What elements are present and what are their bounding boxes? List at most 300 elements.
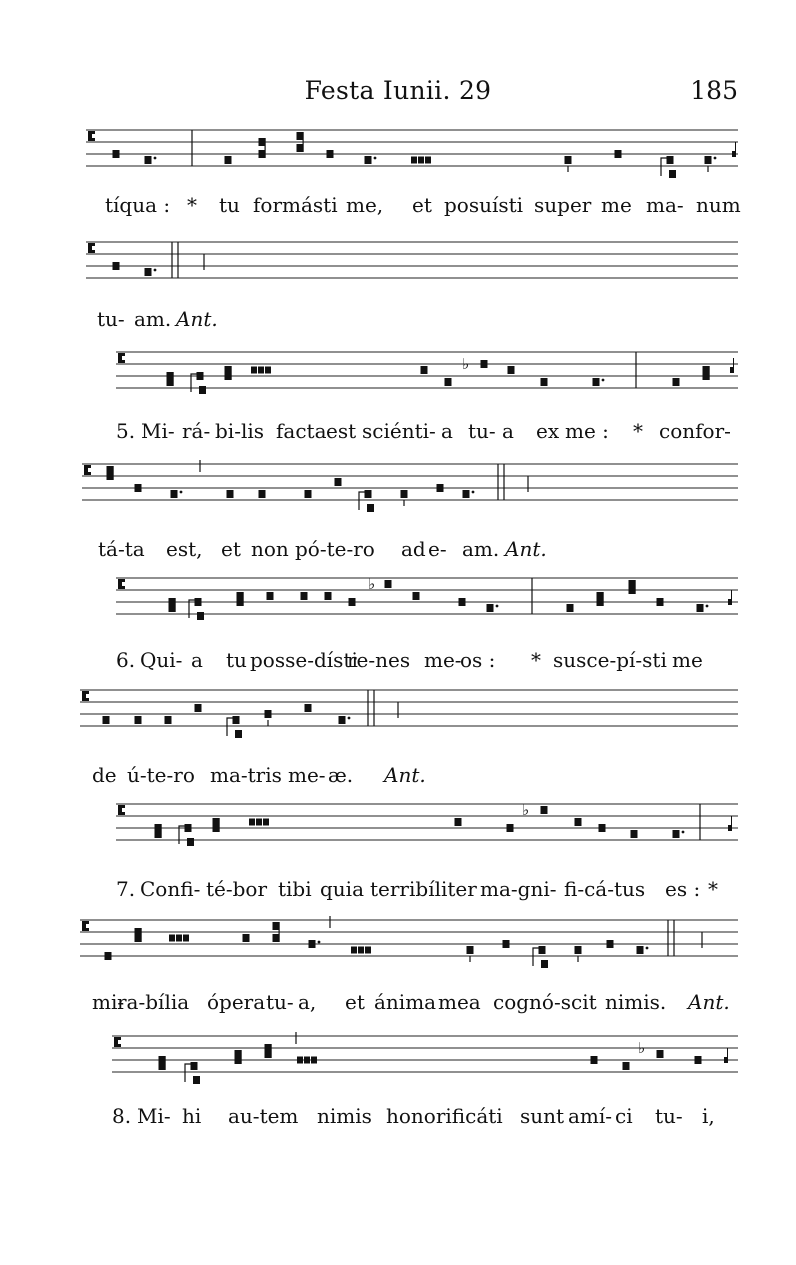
flat-icon: ♭ [368, 575, 376, 593]
neume-punctum [135, 484, 142, 492]
syllable: ra-bília [117, 990, 190, 1014]
neume-punctum [673, 378, 680, 386]
neume-punctum [623, 1062, 630, 1070]
episema-mark [403, 500, 404, 506]
lyric-line-1 [0, 193, 796, 219]
neume-punctum [365, 490, 372, 498]
neume-punctum [575, 818, 582, 826]
neume-punctum [305, 704, 312, 712]
syllable: nimis. [605, 990, 667, 1014]
syllable: me- [288, 763, 326, 787]
syllable: * [187, 193, 197, 217]
syllable: e- [428, 537, 447, 561]
syllable: té-bor [206, 877, 268, 901]
syllable: bi- [215, 419, 241, 443]
neume-tristropha [251, 367, 257, 374]
neume-punctum [107, 466, 114, 474]
neume-tristropha [249, 819, 255, 826]
syllable: Qui- [140, 648, 183, 672]
syllable: ci [615, 1104, 633, 1128]
syllable: tu [226, 648, 247, 672]
neume-punctum [113, 150, 120, 158]
neume-porrectus [179, 826, 185, 844]
neume-punctum [657, 598, 664, 606]
c-clef-icon [122, 360, 125, 363]
neume-punctum [191, 1062, 198, 1070]
neume-punctum [145, 156, 152, 164]
staff-5 [116, 572, 738, 634]
neume-punctum [667, 156, 674, 164]
c-clef-icon [92, 138, 95, 141]
punctum-mora [706, 605, 709, 608]
syllable: os : [460, 648, 496, 672]
episema-mark [567, 166, 568, 172]
neume-stem [635, 580, 636, 594]
neume-stem [113, 466, 114, 480]
neume-porrectus [191, 374, 197, 392]
neume-porrectus [533, 948, 539, 966]
syllable: tibi [278, 877, 312, 901]
neume-punctum [237, 592, 244, 600]
neume-porrectus [359, 492, 365, 510]
neume-porrectus [189, 600, 195, 618]
neume-punctum [673, 830, 680, 838]
neume-stem [231, 366, 232, 380]
neume-punctum [273, 934, 280, 942]
syllable: et [412, 193, 432, 217]
neume-punctum [199, 386, 206, 394]
neume-porrectus [185, 1064, 191, 1082]
neume-tristropha [258, 367, 264, 374]
punctum-mora [496, 605, 499, 608]
neume-punctum [159, 1056, 166, 1064]
neume-punctum [171, 490, 178, 498]
neume-tristropha [304, 1057, 310, 1064]
page-number: 185 [690, 76, 738, 105]
neume-punctum [243, 934, 250, 942]
neume-tristropha [297, 1057, 303, 1064]
neume-tristropha [311, 1057, 317, 1064]
syllable: de [92, 763, 117, 787]
neume-punctum [597, 592, 604, 600]
neume-punctum [273, 922, 280, 930]
syllable: Mi- [141, 419, 175, 443]
neume-punctum [481, 360, 488, 368]
neume-punctum [305, 490, 312, 498]
syllable: a [441, 419, 453, 443]
lyric-line-7 [0, 877, 796, 903]
neume-stem [709, 366, 710, 380]
neume-punctum [421, 366, 428, 374]
neume-punctum [607, 940, 614, 948]
staff-9 [112, 1030, 738, 1092]
neume-punctum [599, 824, 606, 832]
neume-stem [603, 592, 604, 606]
custos-icon [733, 358, 734, 370]
neume-stem [173, 372, 174, 386]
neume-punctum [437, 484, 444, 492]
syllable: ma-gni- [480, 877, 557, 901]
syllable: æ. [328, 763, 354, 787]
custos-icon [735, 142, 736, 154]
neume-punctum [385, 580, 392, 588]
neume-punctum [335, 478, 342, 486]
syllable: nimis [317, 1104, 372, 1128]
neume-punctum [401, 490, 408, 498]
c-clef-icon [118, 353, 122, 363]
c-clef-icon [86, 698, 89, 701]
neume-punctum [197, 612, 204, 620]
custos-icon [731, 590, 732, 602]
syllable: * [531, 648, 541, 672]
neume-tristropha [176, 935, 182, 942]
c-clef-icon [84, 465, 88, 475]
syllable: rá- [182, 419, 211, 443]
syllable: me : [565, 419, 609, 443]
neume-punctum [508, 366, 515, 374]
c-clef-icon [114, 1037, 118, 1047]
neume-punctum [539, 946, 546, 954]
syllable: ú-te-ro [127, 763, 195, 787]
neume-stem [161, 824, 162, 838]
syllable: confor- [659, 419, 731, 443]
neume-punctum [135, 716, 142, 724]
lyric-line-5 [0, 648, 796, 674]
staff-3 [116, 346, 738, 408]
neume-punctum [235, 730, 242, 738]
neume-punctum [703, 366, 710, 374]
syllable: ánima [374, 990, 437, 1014]
staff-8 [80, 914, 738, 976]
episema-mark [707, 166, 708, 172]
punctum-mora [714, 157, 717, 160]
punctum-mora [154, 269, 157, 272]
neume-porrectus [227, 718, 233, 736]
neume-punctum [541, 806, 548, 814]
neume-punctum [349, 598, 356, 606]
c-clef-icon [92, 250, 95, 253]
syllable: me- [424, 648, 462, 672]
syllable: Ant. [688, 990, 730, 1014]
c-clef-icon [122, 805, 125, 808]
neume-punctum [195, 704, 202, 712]
syllable: mi- [92, 990, 125, 1014]
c-clef-icon [86, 928, 89, 931]
neume-punctum [235, 1050, 242, 1058]
neume-punctum [541, 378, 548, 386]
syllable: Confi- [140, 877, 201, 901]
syllable: honorificáti [386, 1104, 503, 1128]
syllable: Ant. [505, 537, 547, 561]
staff-2 [86, 236, 738, 298]
syllable: 5. [116, 419, 136, 443]
syllable: tá-ta [98, 537, 145, 561]
syllable: re-nes [347, 648, 411, 672]
punctum-mora [348, 717, 351, 720]
neume-punctum [657, 1050, 664, 1058]
syllable: * [708, 877, 718, 901]
neume-punctum [185, 824, 192, 832]
neume-punctum [233, 716, 240, 724]
neume-punctum [631, 830, 638, 838]
syllable: fi-cá-tus [564, 877, 646, 901]
syllable: pó-te-ro [295, 537, 375, 561]
syllable: num [696, 193, 741, 217]
neume-tristropha [425, 157, 431, 164]
neume-punctum [413, 592, 420, 600]
neume-punctum [297, 144, 304, 152]
neume-stem [141, 928, 142, 942]
c-clef-icon [118, 805, 122, 815]
syllable: est [326, 419, 357, 443]
neume-tristropha [183, 935, 189, 942]
syllable: ex [536, 419, 560, 443]
neume-punctum [259, 138, 266, 146]
neume-punctum [213, 818, 220, 826]
neume-punctum [225, 366, 232, 374]
c-clef-icon [92, 131, 95, 134]
syllable: am. [462, 537, 500, 561]
neume-punctum [225, 156, 232, 164]
neume-stem [175, 598, 176, 612]
syllable: terribíliter [370, 877, 477, 901]
neume-punctum [169, 598, 176, 606]
neume-tristropha [169, 935, 175, 942]
neume-punctum [267, 592, 274, 600]
syllable: es : [665, 877, 701, 901]
neume-stem [279, 922, 280, 942]
neume-punctum [467, 946, 474, 954]
staff-7 [116, 798, 738, 860]
neume-tristropha [418, 157, 424, 164]
neume-punctum [265, 1044, 272, 1052]
neume-punctum [301, 592, 308, 600]
lyric-line-3 [0, 419, 796, 445]
neume-punctum [259, 150, 266, 158]
neume-punctum [135, 928, 142, 936]
neume-punctum [167, 372, 174, 380]
c-clef-icon [88, 465, 91, 468]
neume-punctum [155, 824, 162, 832]
syllable: sciénti- [362, 419, 436, 443]
syllable: non [251, 537, 289, 561]
neume-punctum [615, 150, 622, 158]
syllable: facta [276, 419, 327, 443]
syllable: sunt [520, 1104, 565, 1128]
neume-tristropha [411, 157, 417, 164]
syllable: a [191, 648, 203, 672]
syllable: hi [182, 1104, 202, 1128]
running-title: Festa Iunii. 29 [304, 76, 492, 105]
neume-punctum [367, 504, 374, 512]
syllable: tu- [468, 419, 496, 443]
neume-punctum [593, 378, 600, 386]
neume-punctum [507, 824, 514, 832]
c-clef-icon [82, 921, 86, 931]
syllable: mea [438, 990, 481, 1014]
neume-punctum [145, 268, 152, 276]
neume-stem [241, 1050, 242, 1064]
syllable: me [601, 193, 632, 217]
neume-punctum [445, 378, 452, 386]
neume-punctum [541, 960, 548, 968]
syllable: tu- [655, 1104, 683, 1128]
neume-tristropha [365, 947, 371, 954]
syllable: tu [219, 193, 240, 217]
neume-punctum [297, 132, 304, 140]
syllable: Ant. [176, 307, 218, 331]
punctum-mora [374, 157, 377, 160]
syllable: i, [702, 1104, 715, 1128]
flat-icon: ♭ [638, 1039, 646, 1057]
c-clef-icon [88, 243, 92, 253]
staff-6 [80, 684, 738, 746]
neume-punctum [187, 838, 194, 846]
neume-punctum [669, 170, 676, 178]
syllable: ma-tris [210, 763, 282, 787]
syllable: tu- [97, 307, 125, 331]
syllable: tu- [266, 990, 294, 1014]
custos-icon [727, 1048, 728, 1060]
c-clef-icon [122, 586, 125, 589]
neume-punctum [697, 604, 704, 612]
neume-punctum [365, 156, 372, 164]
neume-punctum [575, 946, 582, 954]
syllable: susce-pí-sti [553, 648, 667, 672]
c-clef-icon [86, 921, 89, 924]
neume-punctum [165, 716, 172, 724]
c-clef-icon [122, 579, 125, 582]
syllable: au-tem [228, 1104, 299, 1128]
syllable: quia [320, 877, 365, 901]
syllable: am. [134, 307, 172, 331]
lyric-line-2 [0, 307, 796, 333]
neume-punctum [705, 156, 712, 164]
neume-stem [271, 1044, 272, 1058]
neume-punctum [459, 598, 466, 606]
neume-tristropha [351, 947, 357, 954]
neume-stem [303, 132, 304, 152]
neume-tristropha [256, 819, 262, 826]
episema-mark [577, 956, 578, 962]
syllable: super [534, 193, 592, 217]
neume-punctum [325, 592, 332, 600]
syllable: me, [346, 193, 384, 217]
punctum-mora [682, 831, 685, 834]
staff-1 [86, 124, 738, 186]
neume-tristropha [265, 367, 271, 374]
neume-punctum [637, 946, 644, 954]
syllable: a, [298, 990, 317, 1014]
c-clef-icon [86, 691, 89, 694]
neume-stem [243, 592, 244, 606]
syllable: ad [401, 537, 426, 561]
neume-punctum [327, 150, 334, 158]
syllable: posuísti [444, 193, 524, 217]
syllable: ópera [207, 990, 266, 1014]
c-clef-icon [118, 579, 122, 589]
neume-punctum [339, 716, 346, 724]
episema-mark [469, 956, 470, 962]
neume-punctum [455, 818, 462, 826]
neume-punctum [105, 952, 112, 960]
c-clef-icon [118, 1037, 121, 1040]
c-clef-icon [122, 353, 125, 356]
syllable: Mi- [137, 1104, 171, 1128]
lyric-line-6 [0, 763, 796, 789]
neume-punctum [265, 710, 272, 718]
c-clef-icon [122, 812, 125, 815]
syllable: formásti [253, 193, 338, 217]
punctum-mora [602, 379, 605, 382]
neume-punctum [227, 490, 234, 498]
staff-4 [82, 458, 738, 520]
neume-punctum [629, 580, 636, 588]
syllable: lis [241, 419, 265, 443]
neume-tristropha [358, 947, 364, 954]
lyric-line-4 [0, 537, 796, 563]
neume-punctum [695, 1056, 702, 1064]
syllable: posse-dísti [250, 648, 358, 672]
neume-punctum [103, 716, 110, 724]
syllable: tíqua : [105, 193, 171, 217]
syllable: cognó-scit [493, 990, 597, 1014]
c-clef-icon [118, 1044, 121, 1047]
syllable: ma- [646, 193, 684, 217]
punctum-mora [472, 491, 475, 494]
c-clef-icon [92, 243, 95, 246]
neume-punctum [259, 490, 266, 498]
syllable: a [502, 419, 514, 443]
lyric-line-9 [0, 1104, 796, 1130]
neume-punctum [591, 1056, 598, 1064]
c-clef-icon [82, 691, 86, 701]
flat-icon: ♭ [522, 801, 530, 819]
neume-punctum [503, 940, 510, 948]
neume-punctum [197, 372, 204, 380]
neume-stem [165, 1056, 166, 1070]
flat-icon: ♭ [462, 355, 470, 373]
punctum-mora [646, 947, 649, 950]
c-clef-icon [88, 472, 91, 475]
neume-stem [265, 138, 266, 158]
lyric-line-8 [0, 990, 796, 1016]
punctum-mora [318, 941, 321, 944]
neume-punctum [567, 604, 574, 612]
neume-stem [219, 818, 220, 832]
syllable: Ant. [384, 763, 426, 787]
neume-porrectus [661, 158, 667, 176]
neume-punctum [113, 262, 120, 270]
neume-punctum [193, 1076, 200, 1084]
neume-punctum [463, 490, 470, 498]
syllable: est, [166, 537, 203, 561]
episema-mark [267, 720, 268, 726]
syllable: 8. [112, 1104, 132, 1128]
syllable: me [672, 648, 703, 672]
neume-punctum [195, 598, 202, 606]
neume-punctum [309, 940, 316, 948]
syllable: et [221, 537, 241, 561]
punctum-mora [154, 157, 157, 160]
neume-punctum [487, 604, 494, 612]
syllable: * [633, 419, 643, 443]
custos-icon [731, 816, 732, 828]
neume-punctum [565, 156, 572, 164]
syllable: amí- [568, 1104, 613, 1128]
neume-tristropha [263, 819, 269, 826]
punctum-mora [180, 491, 183, 494]
